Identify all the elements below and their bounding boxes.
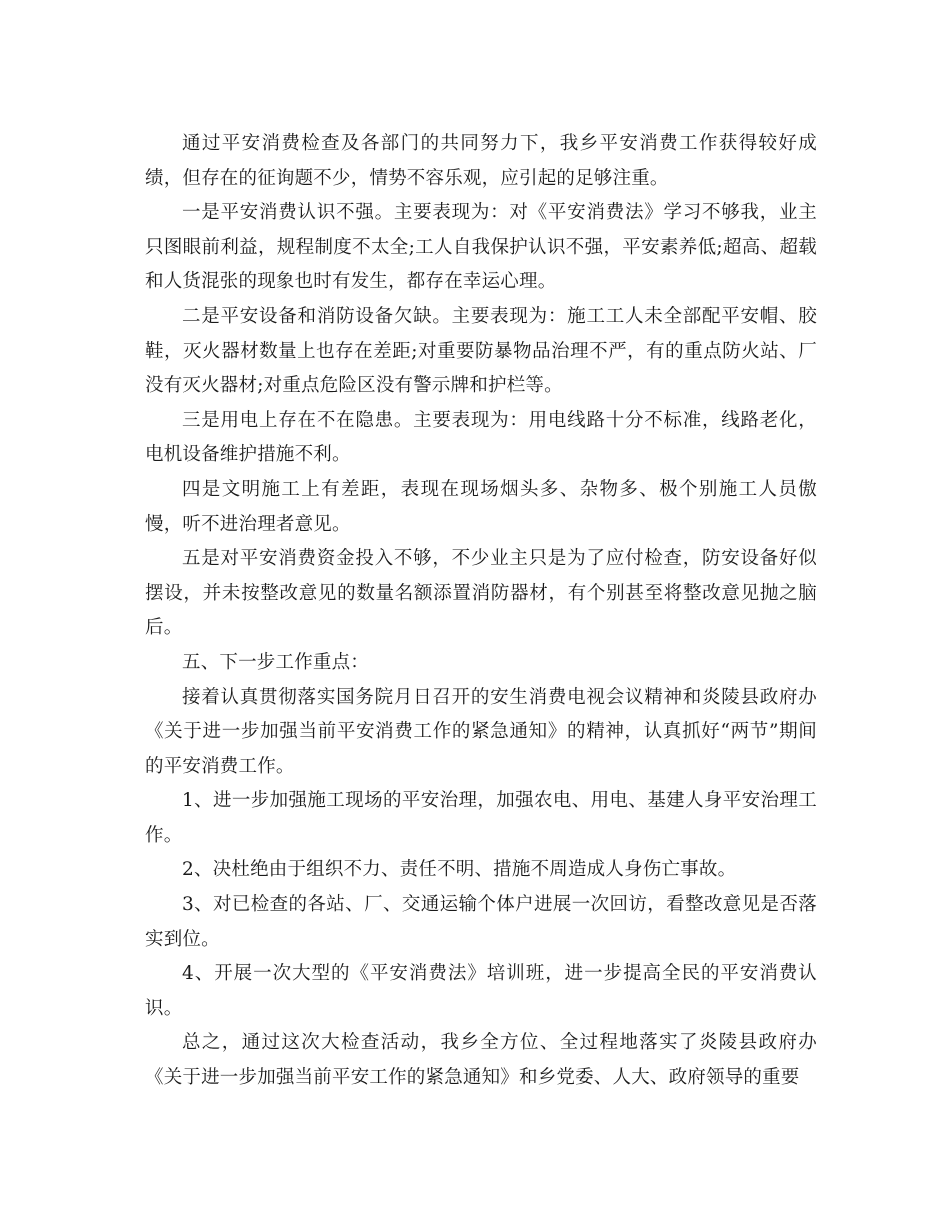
paragraph-issue-1: 一是平安消费认识不强。主要表现为：对《平安消费法》学习不够我，业主只图眼前利益，规程制度不太全;工人自我保护认识不强，平安素养低;超高、超载和人货混张的现象也时有发生，都存在幸运心理。 (145, 202, 817, 293)
paragraph-conclusion: 总之，通过这次大检查活动，我乡全方位、全过程地落实了炎陵县政府办《关于进一步加强当前平安工作的紧急通知》和乡党委、人大、政府领导的重要 (145, 1032, 817, 1089)
paragraph-intro: 通过平安消费检查及各部门的共同努力下，我乡平安消费工作获得较好成绩，但存在的征询题不少，情势不容乐观，应引起的足够注重。 (145, 133, 817, 189)
section-heading-next-steps: 五、下一步工作重点： (182, 651, 370, 673)
list-item-3: 3、对已检查的各站、厂、交通运输个体户进展一次回访，看整改意见是否落实到位。 (145, 894, 817, 950)
paragraph-next-steps-intro: 接着认真贯彻落实国务院月日召开的安生消费电视会议精神和炎陵县政府办《关于进一步加强当前平安消费工作的紧急通知》的精神，认真抓好“两节”期间的平安消费工作。 (145, 686, 817, 777)
paragraph-issue-4: 四是文明施工上有差距，表现在现场烟头多、杂物多、极个别施工人员傲慢，听不进治理者意见。 (145, 478, 817, 535)
list-item-2: 2、决杜绝由于组织不力、责任不明、措施不周造成人身伤亡事故。 (182, 859, 737, 881)
paragraph-issue-2: 二是平安设备和消防设备欠缺。主要表现为：施工工人未全部配平安帽、胶鞋，灭火器材数量上也存在差距;对重要防暴物品治理不严，有的重点防火站、厂没有灭火器材;对重点危险区没有警示牌和护栏等。 (145, 305, 817, 397)
list-item-1: 1、进一步加强施工现场的平安治理，加强农电、用电、基建人身平安治理工作。 (145, 790, 817, 846)
paragraph-issue-5: 五是对平安消费资金投入不够，不少业主只是为了应付检查，防安设备好似摆设，并未按整改意见的数量名额添置消防器材，有个别甚至将整改意见抛之脑后。 (145, 548, 817, 639)
list-item-4: 4、开展一次大型的《平安消费法》培训班，进一步提高全民的平安消费认识。 (145, 963, 817, 1019)
paragraph-issue-3: 三是用电上存在不在隐患。主要表现为：用电线路十分不标准，线路老化，电机设备维护措施不利。 (145, 409, 817, 466)
document-body (145, 127, 817, 1096)
